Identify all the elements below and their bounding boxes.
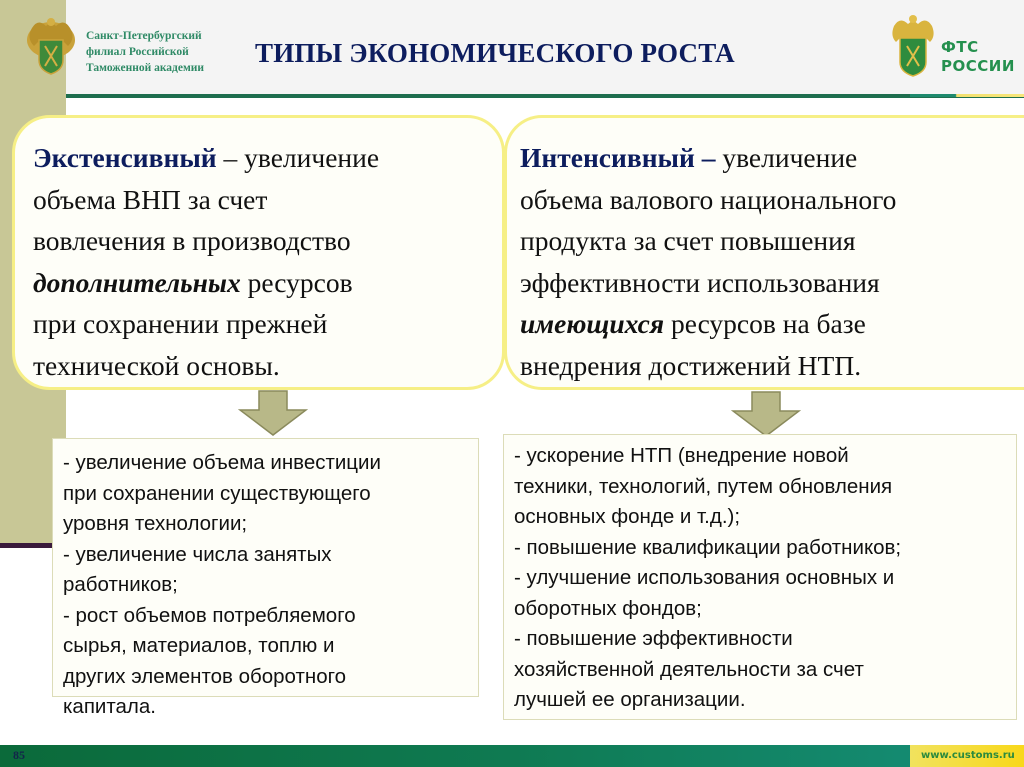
fts-logo-line: ФТС [941,38,979,56]
list-item: работников; [63,573,178,596]
definition-line [520,303,896,345]
list-item: техники, технологий, путем обновления [514,474,893,498]
definition-line: вовлечения в производство [33,225,351,256]
header-divider-accent [910,94,1024,97]
footer-url-link[interactable]: www.customs.ru [921,750,1015,761]
list-item: уровня технологии; [63,512,248,535]
org-name-line: Санкт-Петербургский [86,30,202,42]
extensive-factors-list [63,448,381,723]
intensive-definition-card [504,115,1024,390]
definition-fragment: ресурсов [240,266,353,298]
list-item: хозяйственной деятельности за счет [514,657,864,681]
list-item: - улучшение использования основных и [514,566,895,589]
intensive-term: Интенсивный – [520,142,716,173]
down-arrow-icon [731,391,801,437]
footer-bar [0,745,1024,767]
list-item: - повышение квалификации работников; [514,535,902,559]
definition-line: объема валового национального [520,183,897,215]
definition-line: внедрения достижений НТП. [520,349,862,381]
double-headed-eagle-emblem-icon [24,16,78,76]
list-item: при сохранении существующего [63,481,371,505]
definition-line [33,262,379,304]
extensive-definition-card [12,115,505,390]
extensive-definition-text [33,137,379,386]
list-item: сырья, материалов, топлю и [63,634,335,657]
definition-fragment: увеличение [715,142,858,173]
intensive-definition-text [520,137,896,386]
page-title: ТИПЫ ЭКОНОМИЧЕСКОГО РОСТА [255,38,735,68]
extensive-term: Экстенсивный [33,142,217,173]
list-item: капитала. [63,695,156,718]
definition-line: при сохранении прежней [33,308,328,339]
organization-name [86,28,204,76]
list-item: - увеличение объема инвестиции [63,451,381,474]
fts-logo-line: РОССИИ [941,57,1015,75]
list-item: лучшей ее организации. [514,688,746,711]
definition-line: продукта за счет повышения [520,225,856,256]
definition-line: объема ВНП за счет [33,183,268,215]
emphasis-word: имеющихся [520,308,665,339]
list-item: - повышение эффективности [514,627,793,650]
org-name-line: филиал Российской [86,46,189,58]
fts-logo-text [941,38,1015,76]
list-item: - ускорение НТП (внедрение новой [514,444,849,467]
intensive-factors-list [514,441,901,716]
list-item: оборотных фондов; [514,596,702,620]
header-divider [66,94,1024,98]
org-name-line: Таможенной академии [86,62,205,74]
list-item: - рост объемов потребляемого [63,603,356,627]
list-item: основных фонде и т.д.); [514,505,741,528]
double-headed-eagle-emblem-icon [890,12,936,78]
definition-fragment: – увеличение [216,142,380,173]
definition-line [520,137,896,179]
definition-fragment: ресурсов на базе [664,308,866,339]
definition-line [33,137,379,179]
list-item: других элементов оборотного [63,664,347,688]
page-number: 85 [13,748,25,762]
definition-line: эффективности использования [520,266,880,298]
down-arrow-icon [238,390,308,436]
list-item: - увеличение числа занятых [63,542,332,566]
emphasis-word: дополнительных [33,266,241,298]
definition-line: технической основы. [33,349,280,381]
